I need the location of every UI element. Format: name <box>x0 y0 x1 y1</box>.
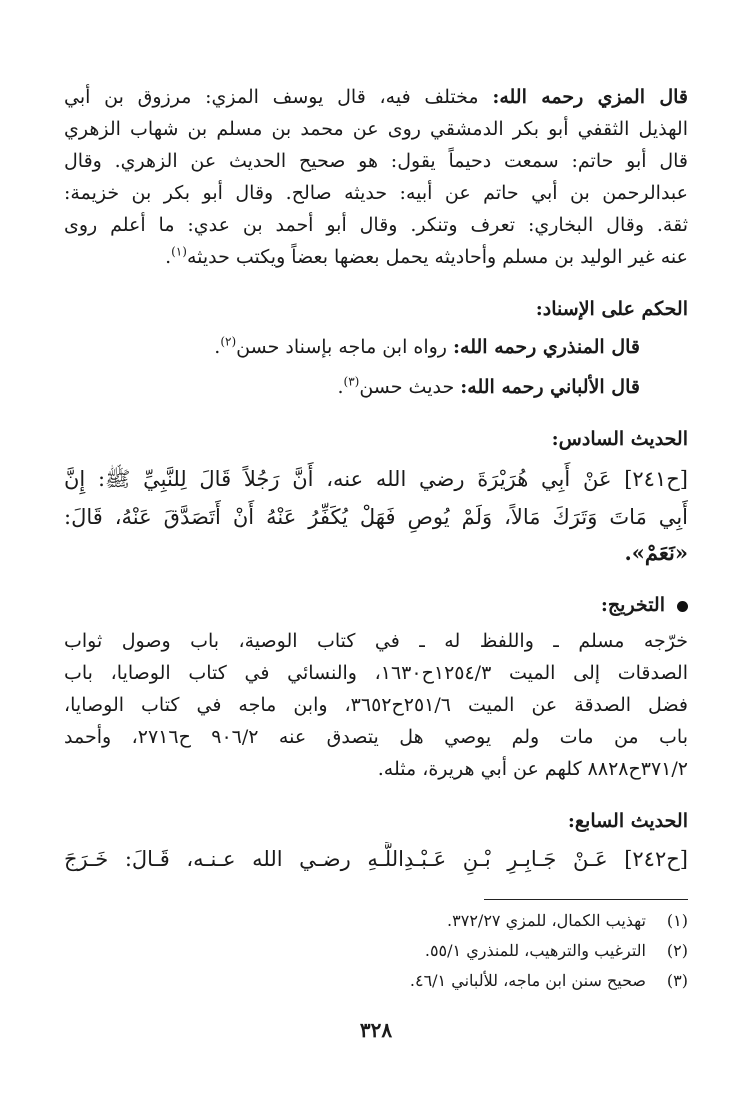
hadith6-line3: «نَعَمْ». <box>624 540 688 565</box>
footnote-ref-1[interactable]: (١) <box>171 244 187 259</box>
footnote-ref-3[interactable]: (٣) <box>343 374 360 389</box>
footnote-3-number: (٣) <box>666 971 688 990</box>
bullet-icon <box>677 601 688 612</box>
footnote-2 <box>64 938 688 964</box>
albani-lead: قال الألباني رحمه الله: <box>460 376 640 398</box>
footnote-2-text: الترغيب والترهيب، للمنذري ٥٥/١. <box>424 941 646 960</box>
ruling-heading: الحكم على الإسناد: <box>535 298 688 320</box>
albani-ruling: قال الألباني رحمه الله: حديث حسن$^{(٣)}$. <box>337 374 640 398</box>
takhrij-line5: ٣٧١/٢ح٨٨٢٨ كلهم عن أبي هريرة، مثله. <box>377 758 688 780</box>
footnote-1-number: (١) <box>666 911 688 930</box>
para1-line1-text: مختلف فيه، قال يوسف المزي: مرزوق بن أبي <box>64 86 479 108</box>
para1-line5: ثقة. وقال البخاري: تعرف وتنكر. وقال أبو أحمد بن عدي: ما أعلم روى <box>64 214 688 236</box>
para1-line6: عنه غير الوليد بن مسلم وأحاديثه يحمل بعضها بعضاً ويكتب حديثه$^{(١)}$. <box>165 244 688 268</box>
para1-line3: قال أبو حاتم: سمعت دحيماً يقول: هو صحيح الحديث عن الزهري. وقال <box>64 150 688 172</box>
page-number: ٣٢٨ <box>359 1018 393 1042</box>
para1-line2: الهذيل الثقفي أبو بكر الدمشقي روى عن محمد بن مسلم بن شهاب الزهري <box>64 118 688 140</box>
takhrij-line1: خرّجه مسلم ـ واللفظ له ـ في كتاب الوصية، باب وصول ثواب <box>64 630 688 652</box>
footnote-1-text: تهذيب الكمال، للمزي ٣٧٢/٢٧. <box>447 911 646 930</box>
takhrij-heading: التخريج: <box>600 594 665 616</box>
footnote-2-number: (٢) <box>666 941 688 960</box>
takhrij-line3: فضل الصدقة عن الميت ٢٥١/٦ح٣٦٥٢، وابن ماجه في كتاب الوصايا، <box>64 694 688 716</box>
hadith7-heading: الحديث السابع: <box>567 810 688 832</box>
para1-line1 <box>64 82 688 114</box>
mundhiri-ruling: قال المنذري رحمه الله: رواه ابن ماجه بإسناد حسن$^{(٢)}$. <box>214 334 640 358</box>
footnote-ref-2[interactable]: (٢) <box>220 334 237 349</box>
hadith6-line1: [ح٢٤١] عَنْ أَبِي هُرَيْرَةَ رضي الله عنه، أَنَّ رَجُلاً قَالَ لِلنَّبِيِّ ﷺ: إِنَّ <box>64 467 688 491</box>
albani-text: حديث حسن <box>359 376 455 398</box>
mundhiri-lead: قال المنذري رحمه الله: <box>453 336 640 358</box>
hadith6-line2: أَبِي مَاتَ وَتَرَكَ مَالاً، وَلَمْ يُوصِ فَهَلْ يُكَفِّرُ عَنْهُ أَنْ أَتَصَدَّقَ عَنْهُ، قَالَ: <box>64 505 688 529</box>
takhrij-line4: باب من مات ولم يوصي هل يتصدق عنه ٩٠٦/٢ ح٢٧١٦، وأحمد <box>64 726 688 748</box>
para1-lead: قال المزي رحمه الله: <box>492 86 688 108</box>
footnote-3-text: صحيح سنن ابن ماجه، للألباني ٤٦/١. <box>409 971 646 990</box>
footnote-separator <box>484 899 688 900</box>
footnote-1 <box>64 908 688 934</box>
mundhiri-text: رواه ابن ماجه بإسناد حسن <box>236 336 447 358</box>
takhrij-heading-row <box>64 590 688 622</box>
para1-line4: عبدالرحمن بن أبي حاتم عن أبيه: حديثه صالح. وقال أبو بكر بن خزيمة: <box>64 182 688 204</box>
para1-line6-text: عنه غير الوليد بن مسلم وأحاديثه يحمل بعضها بعضاً ويكتب حديثه <box>186 246 688 268</box>
hadith7-line1: [ح٢٤٢] عَـنْ جَـابِـرِ بْـنِ عَـبْـدِاللَّـهِ رضـي الله عـنـه، قَـالَ: خَـرَجَ <box>64 847 688 871</box>
footnote-3 <box>64 968 688 994</box>
takhrij-line2: الصدقات إلى الميت ١٢٥٤/٣ح١٦٣٠، والنسائي في كتاب الوصايا، باب <box>64 662 688 684</box>
hadith6-heading: الحديث السادس: <box>551 428 688 450</box>
